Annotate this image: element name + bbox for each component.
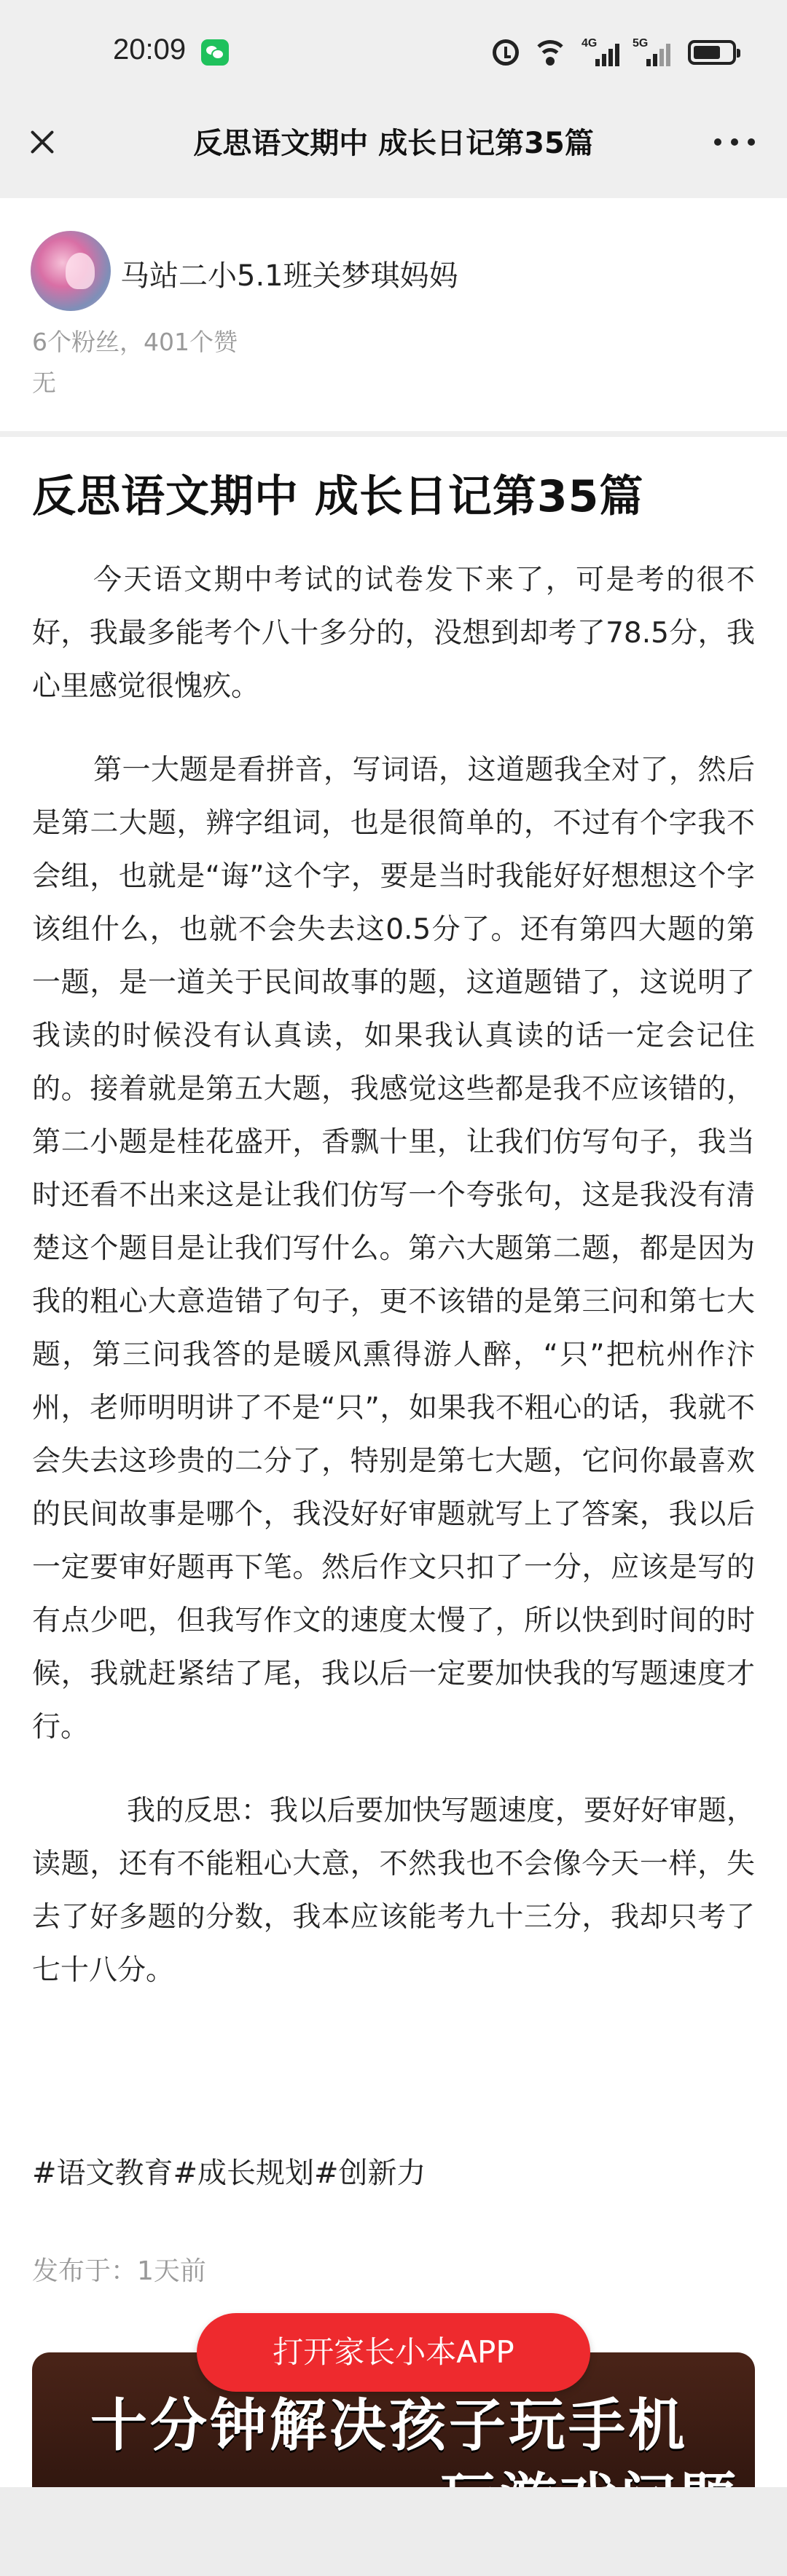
publish-time: 发布于：1天前	[32, 2256, 206, 2286]
author-bio: 无	[32, 369, 56, 397]
article-paragraph: 第一大题是看拼音，写词语，这道题我全对了，然后是第二大题，辨字组词，也是很简单的，不过有个字我不会组，也就是“诲”这个字，要是当时我能好好想想这个字该组什么，也就不会失去这0.5分了。还有第四大题的第一题，是一道关于民间故事的题，这道题错了，这说明了我读的时候没有认真读，如果我认真读的话一定会记住的。接着就是第五大题，我感觉这些都是我不应该错的，第二小题是桂花盛开，香飘十里，让我们仿写句子，我当时还看不出来这是让我们仿写一个夸张句，这是我没有清楚这个题目是让我们写什么。第六大题第二题，都是因为我的粗心大意造错了句子，更不该错的是第三问和第七大题，第三问我答的是暖风熏得游人醉，“只”把杭州作汴州，老师明明讲了不是“只”，如果我不粗心的话，我就不会失去这珍贵的二分了，特别是第七大题，它问你最喜欢的民间故事是哪个，我没好好审题就写上了答案，我以后一定要审好题再下笔。然后作文只扣了一分，应该是写的有点少吧，但我写作文的速度太慢了，所以快到时间的时候，我就赶紧结了尾，我以后一定要加快我的写题速度才行。	[32, 754, 755, 1744]
banner-headline: 十分钟解决孩子玩手机	[90, 2393, 689, 2459]
article-paragraph: 我的反思：我以后要加快写题速度，要好好审题，读题，还有不能粗心大意，不然我也不会像今天一样，失去了好多题的分数，我本应该能考九十三分，我却只考了七十八分。	[32, 1795, 755, 1987]
page-title: 反思语文期中 成长日记第35篇	[193, 127, 594, 160]
author-stats: 6个粉丝，401个赞	[32, 328, 238, 356]
article	[0, 437, 787, 2487]
avatar[interactable]	[31, 231, 111, 311]
wifi-icon	[532, 39, 568, 66]
signal-5g-icon	[633, 39, 670, 66]
signal-4g-icon	[582, 39, 619, 66]
open-app-button[interactable]: 打开家长小本APP	[197, 2313, 590, 2392]
status-bar	[0, 0, 787, 106]
alarm-icon	[493, 39, 519, 66]
signal-4g-label: 4G	[582, 37, 598, 50]
author-card[interactable]	[0, 198, 787, 431]
wechat-notification-icon	[201, 39, 229, 66]
article-title: 反思语文期中 成长日记第35篇	[32, 471, 644, 522]
author-name[interactable]: 马站二小5.1班关梦琪妈妈	[120, 259, 458, 293]
signal-5g-label: 5G	[633, 37, 649, 50]
article-body	[32, 554, 755, 2028]
hashtags[interactable]: #语文教育#成长规划#创新力	[32, 2156, 426, 2190]
battery-icon	[688, 40, 736, 65]
status-icons	[493, 38, 736, 67]
status-time: 20:09	[113, 34, 187, 66]
bottom-bar	[0, 2487, 787, 2576]
more-options-icon[interactable]	[714, 136, 755, 148]
header-bar	[0, 106, 787, 189]
article-paragraph: 今天语文期中考试的试卷发下来了，可是考的很不好，我最多能考个八十多分的，没想到却考了78.5分，我心里感觉很愧疚。	[32, 564, 755, 703]
